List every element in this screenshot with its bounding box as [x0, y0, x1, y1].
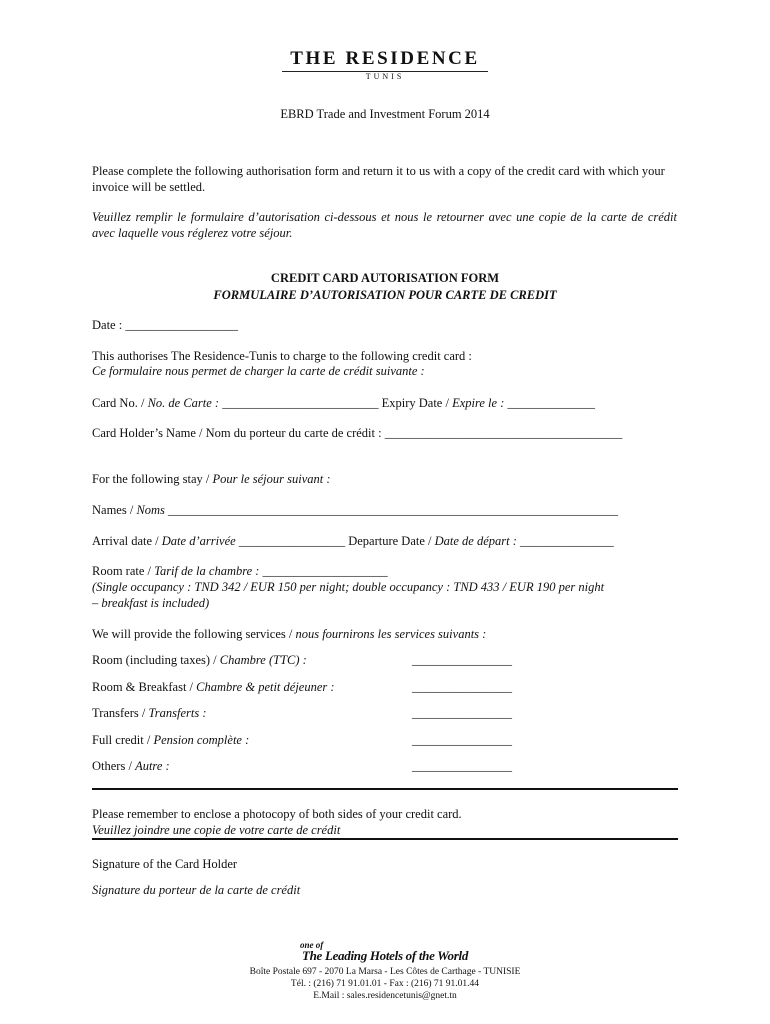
- service-blank-room[interactable]: ________________: [412, 653, 512, 667]
- form-title-french: FORMULAIRE D’AUTORISATION POUR CARTE DE CREDIT: [213, 288, 557, 302]
- authorise-english: This authorises The Residence-Tunis to charge to the following credit card :: [92, 349, 472, 363]
- service-row-transfers: [92, 705, 207, 721]
- arrival-label: Arrival date /: [92, 534, 162, 548]
- leading-hotels-logo: The Leading Hotels of the World: [301, 948, 469, 963]
- arrival-label-french: Date d’arrivée: [161, 534, 236, 548]
- names-label-french: Noms: [136, 503, 165, 517]
- names-label: Names /: [92, 503, 137, 517]
- service-blank-transfers[interactable]: ________________: [412, 706, 512, 720]
- signature-label-english: Signature of the Card Holder: [92, 857, 238, 871]
- service-blank-others[interactable]: ________________: [412, 759, 512, 773]
- service-label-french: Pension complète :: [153, 733, 250, 747]
- expiry-blank[interactable]: ______________: [504, 396, 595, 410]
- room-rate-label: Room rate /: [92, 564, 155, 578]
- intro-english: Please complete the following authorisation form and return it to us with a copy of the credit card with which your invoice will be settled.: [92, 164, 665, 194]
- service-label: Others /: [92, 759, 136, 773]
- hotel-logo: THE RESIDENCE: [290, 48, 480, 69]
- departure-label-french: Date de départ :: [434, 534, 517, 548]
- service-row-full-credit: [92, 732, 249, 748]
- expiry-label-french: Expire le :: [452, 396, 505, 410]
- services-heading-french: nous fournirons les services suivants :: [295, 627, 487, 641]
- rate-note-line-2: – breakfast is included): [92, 596, 210, 610]
- service-label-french: Transferts :: [148, 706, 207, 720]
- departure-blank[interactable]: _______________: [516, 534, 614, 548]
- divider-top: [92, 788, 678, 790]
- service-label: Room (including taxes) /: [92, 653, 220, 667]
- date-field[interactable]: Date : __________________: [92, 318, 238, 332]
- service-blank-room-breakfast[interactable]: ________________: [412, 680, 512, 694]
- service-label-french: Chambre (TTC) :: [219, 653, 307, 667]
- names-field[interactable]: [92, 502, 618, 518]
- service-label-french: Chambre & petit déjeuner :: [196, 680, 335, 694]
- service-label-french: Autre :: [135, 759, 170, 773]
- rate-note-line-1: (Single occupancy : TND 342 / EUR 150 per night; double occupancy : TND 433 / EUR 190 per night: [92, 580, 605, 594]
- card-number-label-french: No. de Carte :: [147, 396, 220, 410]
- service-row-others: [92, 758, 170, 774]
- reminder-french: Veuillez joindre une copie de votre carte de crédit: [92, 823, 341, 837]
- service-row-room-breakfast: [92, 679, 335, 695]
- departure-label: Departure Date /: [348, 534, 435, 548]
- service-label: Full credit /: [92, 733, 154, 747]
- intro-french: Veuillez remplir le formulaire d’autorisation ci-dessous et nous le retourner avec une copie de la carte de crédit avec laquelle vous réglerez votre séjour.: [92, 210, 677, 240]
- stay-heading-english: For the following stay /: [92, 472, 213, 486]
- expiry-label: Expiry Date /: [381, 396, 453, 410]
- service-label: Transfers /: [92, 706, 149, 720]
- signature-label-french[interactable]: Signature du porteur de la carte de crédit: [92, 883, 301, 897]
- arrival-blank[interactable]: _________________: [235, 534, 349, 548]
- stay-heading: [92, 471, 331, 487]
- room-rate-field[interactable]: [92, 563, 388, 579]
- card-number-label: Card No. /: [92, 396, 148, 410]
- footer-one-of: one of: [300, 940, 324, 950]
- service-row-room: [92, 652, 307, 668]
- names-blank[interactable]: ________________________________________________________________________: [164, 503, 619, 517]
- footer-email: E.Mail : sales.residencetunis@gnet.tn: [313, 991, 457, 1001]
- room-rate-blank[interactable]: ____________________: [259, 564, 388, 578]
- footer-address: Boîte Postale 697 - 2070 La Marsa - Les Côtes de Carthage - TUNISIE: [249, 967, 521, 977]
- stay-heading-french: Pour le séjour suivant :: [212, 472, 331, 486]
- form-title-english: CREDIT CARD AUTORISATION FORM: [270, 271, 500, 285]
- event-title: EBRD Trade and Investment Forum 2014: [280, 107, 490, 121]
- footer-phone: Tél. : (216) 71 91.01.01 - Fax : (216) 71 91.01.44: [290, 979, 480, 989]
- card-holder-field[interactable]: Card Holder’s Name / Nom du porteur du carte de crédit : ______________________________________: [92, 426, 623, 440]
- service-blank-full-credit[interactable]: ________________: [412, 733, 512, 747]
- services-heading-english: We will provide the following services /: [92, 627, 296, 641]
- hotel-logo-subtitle: TUNIS: [365, 72, 405, 81]
- service-label: Room & Breakfast /: [92, 680, 197, 694]
- dates-row[interactable]: [92, 533, 614, 549]
- card-number-row[interactable]: [92, 395, 595, 411]
- services-heading: [92, 626, 486, 642]
- divider-bottom: [92, 838, 678, 840]
- room-rate-label-french: Tarif de la chambre :: [154, 564, 260, 578]
- authorise-french: Ce formulaire nous permet de charger la carte de crédit suivante :: [92, 364, 425, 378]
- card-number-blank[interactable]: _________________________: [219, 396, 382, 410]
- reminder-english: Please remember to enclose a photocopy of both sides of your credit card.: [92, 807, 462, 821]
